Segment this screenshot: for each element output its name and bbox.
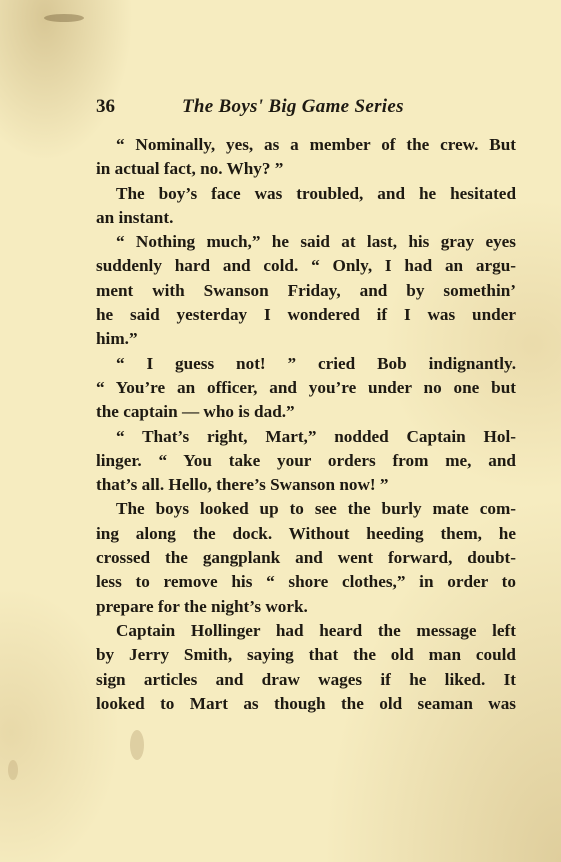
text-line: The boy’s face was troubled, and he hesitated (116, 183, 516, 203)
text-line: crossed the gangplank and went forward, doubt- (96, 548, 516, 568)
text-line: “ That’s right, Mart,” nodded Captain Hol- (116, 426, 516, 446)
text-line: “ You’re an officer, and you’re under no one but (96, 377, 516, 397)
ink-blot (8, 760, 18, 780)
text-line: “ Nothing much,” he said at last, his gray eyes (116, 232, 516, 252)
text-line: sign articles and draw wages if he liked. It (96, 669, 516, 689)
text-line: an instant. (96, 207, 174, 227)
ink-blot (130, 730, 144, 760)
text-line: “ Nominally, yes, as a member of the crew. But (116, 135, 516, 154)
page-header (96, 96, 436, 122)
text-line: that’s all. Hello, there’s Swanson now! ” (96, 475, 389, 495)
text-line: linger. “ You take your orders from me, and (96, 450, 516, 470)
running-title: The Boys' Big Game Series (182, 96, 404, 117)
text-line: ment with Swanson Friday, and by somethin’ (96, 280, 516, 300)
text-line: ing along the dock. Without heeding them, he (96, 523, 516, 543)
text-line: prepare for the night’s work. (96, 596, 308, 616)
ink-blot (44, 14, 84, 22)
text-line: the captain — who is dad.” (96, 402, 295, 422)
text-line: in actual fact, no. Why? ” (96, 159, 284, 179)
text-line: suddenly hard and cold. “ Only, I had an argu- (96, 256, 516, 276)
text-line: he said yesterday I wondered if I was under (96, 305, 516, 325)
text-line: less to remove his “ shore clothes,” in order to (96, 572, 516, 592)
text-line: The boys looked up to see the burly mate com- (116, 499, 516, 519)
page-number: 36 (96, 96, 115, 117)
body-text (96, 133, 516, 716)
text-line: by Jerry Smith, saying that the old man could (96, 645, 516, 665)
text-line: “ I guess not! ” cried Bob indignantly. (116, 353, 516, 373)
text-line: looked to Mart as though the old seaman was (96, 693, 516, 713)
text-line: him.” (96, 329, 138, 349)
text-line: Captain Hollinger had heard the message left (116, 620, 516, 640)
